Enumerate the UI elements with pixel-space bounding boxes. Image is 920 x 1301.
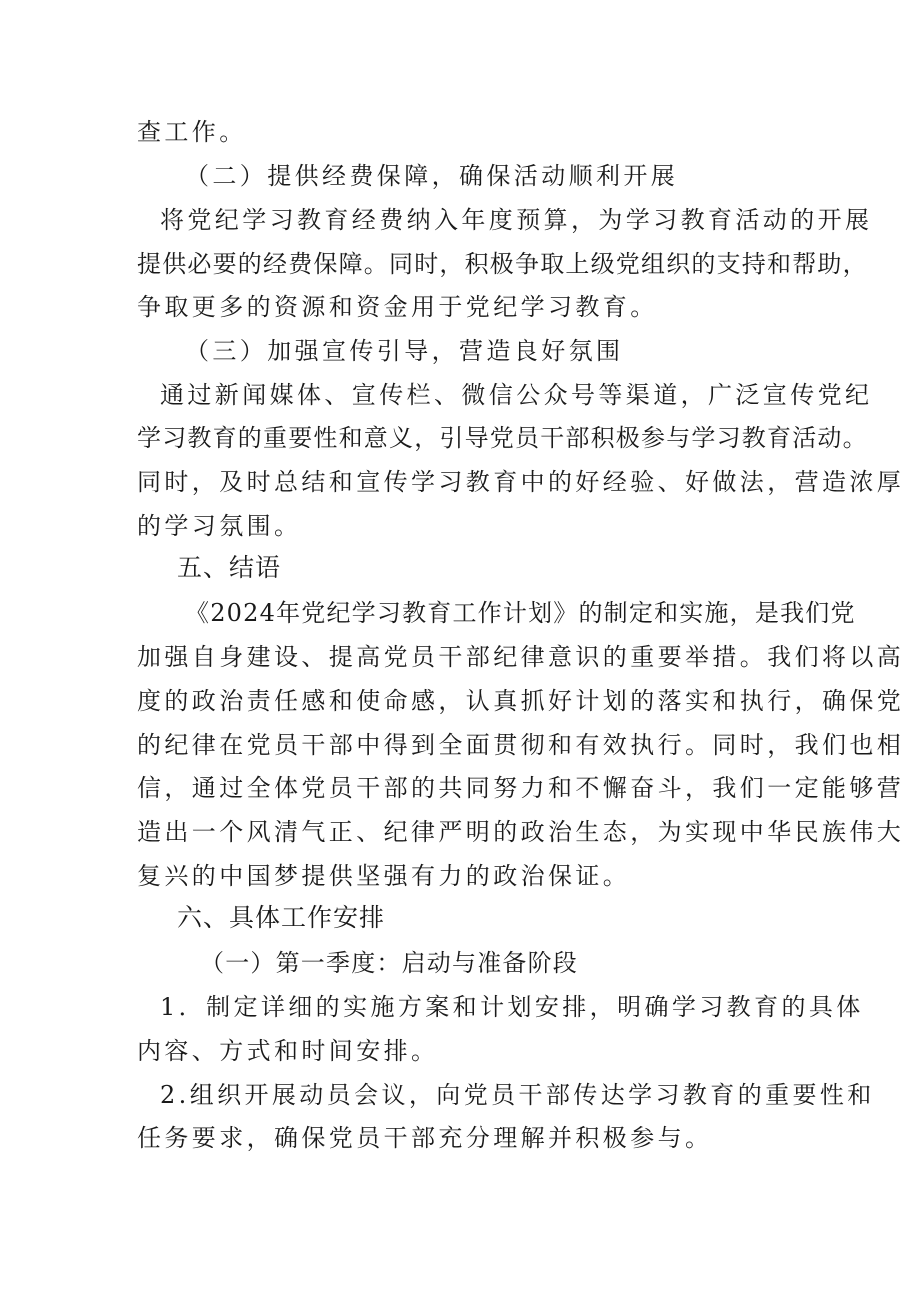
subsection-title: （二）提供经费保障，确保活动顺利开展 (185, 162, 679, 190)
paragraph-line: 学习教育的重要性和意义，引导党员干部积极参与学习教育活动。 (137, 424, 868, 452)
paragraph-line: 提供必要的经费保障。同时，积极争取上级党组织的支持和帮助， (137, 250, 868, 278)
paragraph-line: 造出一个风清气正、纪律严明的政治生态，为实现中华民族伟大 (137, 818, 905, 846)
subsection-title: （一）第一季度：启动与准备阶段 (200, 949, 578, 977)
paragraph-line: 度的政治责任感和使命感，认真抓好计划的落实和执行，确保党 (137, 687, 905, 715)
section-heading: 六、具体工作安排 (177, 903, 386, 932)
paragraph-line: 争取更多的资源和资金用于党纪学习教育。 (137, 293, 658, 321)
paragraph-line: 的纪律在党员干部中得到全面贯彻和有效执行。同时，我们也相 (137, 731, 905, 759)
paragraph-line: 通过新闻媒体、宣传栏、微信公众号等渠道，广泛宣传党纪 (160, 381, 873, 409)
list-item-line: 任务要求，确保党员干部充分理解并积极参与。 (137, 1124, 713, 1152)
list-item-line: 2.组织开展动员会议，向党员干部传达学习教育的重要性和 (160, 1081, 875, 1109)
paragraph-line: 的学习氛围。 (137, 512, 302, 540)
paragraph-line: 《2024年党纪学习教育工作计划》的制定和实施，是我们党 (185, 599, 856, 627)
paragraph-line: 查工作。 (137, 118, 247, 146)
list-item-line: 1．制定详细的实施方案和计划安排，明确学习教育的具体 (160, 993, 864, 1021)
paragraph-line: 信，通过全体党员干部的共同努力和不懈奋斗，我们一定能够营 (137, 774, 905, 802)
paragraph-line: 加强自身建设、提高党员干部纪律意识的重要举措。我们将以高 (137, 643, 905, 671)
subsection-title: （三）加强宣传引导，营造良好氛围 (185, 337, 624, 365)
paragraph-line: 将党纪学习教育经费纳入年度预算，为学习教育活动的开展 (160, 206, 873, 234)
paragraph-line: 同时，及时总结和宣传学习教育中的好经验、好做法，营造浓厚 (137, 468, 905, 496)
section-heading: 五、结语 (177, 553, 282, 582)
paragraph-line: 复兴的中国梦提供坚强有力的政治保证。 (137, 862, 631, 890)
list-item-line: 内容、方式和时间安排。 (137, 1037, 439, 1065)
